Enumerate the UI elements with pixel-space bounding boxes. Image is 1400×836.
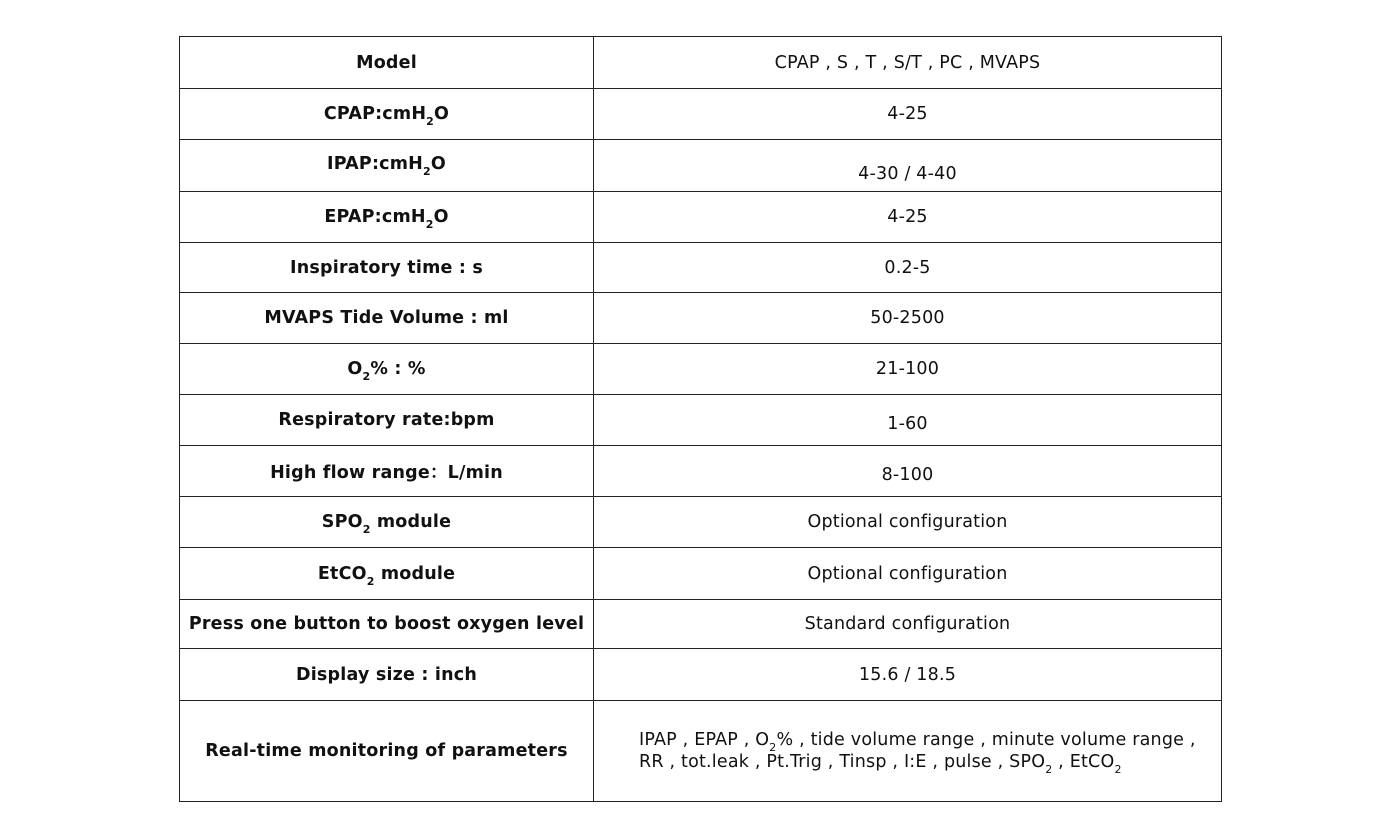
row-label: Press one button to boost oxygen level (180, 600, 594, 649)
table-row (180, 395, 1222, 446)
row-value: 21-100 (594, 344, 1222, 395)
table-row (180, 192, 1222, 243)
row-label: High flow range：L/min (180, 446, 594, 497)
row-value-text: 4-30 / 4-40 (858, 163, 957, 184)
row-value-text: 1-60 (887, 414, 928, 434)
row-label (180, 192, 594, 243)
row-value: Optional configuration (594, 548, 1222, 600)
label-subscript: 2 (366, 574, 375, 588)
row-label: Respiratory rate:bpm (180, 395, 594, 446)
row-label (180, 140, 594, 192)
label-main: O (347, 359, 363, 379)
row-label: MVAPS Tide Volume : ml (180, 293, 594, 344)
table-row (180, 293, 1222, 344)
label-main: EPAP:cmH (324, 207, 426, 227)
label-tail: O (430, 153, 446, 174)
label-subscript: 2 (362, 523, 371, 536)
label-main: SPO (321, 512, 363, 532)
row-label: Model (180, 37, 594, 89)
row-label: Inspiratory time : s (180, 243, 594, 293)
row-label (180, 497, 594, 548)
row-value (594, 140, 1222, 192)
value-subscript: 2 (769, 741, 777, 754)
row-label (180, 548, 594, 600)
row-value (594, 446, 1222, 497)
table-row (180, 344, 1222, 395)
monitoring-line-1 (639, 729, 1201, 754)
table-row (180, 497, 1222, 548)
label-tail: O (434, 104, 450, 124)
table-row (180, 548, 1222, 600)
value-text: IPAP , EPAP , O (639, 730, 770, 750)
table-row (180, 701, 1222, 802)
value-text: RR , tot.leak , Pt.Trig , Tinsp , I:E , pulse , SPO (639, 752, 1046, 772)
value-subscript: 2 (1045, 763, 1053, 776)
table-row (180, 243, 1222, 293)
row-value: 4-25 (594, 192, 1222, 243)
table-row (180, 600, 1222, 649)
row-label: Real-time monitoring of parameters (180, 701, 594, 802)
row-label: Display size : inch (180, 649, 594, 701)
table-row (180, 446, 1222, 497)
row-value: 4-25 (594, 89, 1222, 140)
row-value: Standard configuration (594, 600, 1222, 649)
label-subscript: 2 (426, 115, 435, 128)
row-value-text: 8-100 (881, 465, 934, 485)
table-row (180, 89, 1222, 140)
label-subscript: 2 (423, 164, 431, 178)
row-value (594, 701, 1222, 802)
label-tail: O (433, 207, 449, 227)
table-row (180, 649, 1222, 701)
label-subscript: 2 (362, 370, 371, 383)
row-label (180, 89, 594, 140)
label-main: IPAP:cmH (327, 153, 423, 174)
row-value: CPAP , S , T , S/T , PC , MVAPS (594, 37, 1222, 89)
row-value: 15.6 / 18.5 (594, 649, 1222, 701)
table-row (180, 140, 1222, 192)
specification-table (179, 36, 1222, 802)
monitoring-line-2 (639, 751, 1201, 776)
label-subscript: 2 (425, 218, 434, 231)
row-value: 50-2500 (594, 293, 1222, 344)
value-subscript: 2 (1114, 763, 1122, 776)
row-value (594, 395, 1222, 446)
value-text: % , tide volume range , minute volume range , (776, 730, 1196, 750)
row-value: 0.2-5 (594, 243, 1222, 293)
label-tail: % : % (370, 359, 426, 379)
row-label (180, 344, 594, 395)
table-row (180, 37, 1222, 89)
value-text: , EtCO (1052, 752, 1115, 772)
label-tail: module (374, 563, 456, 584)
label-main: EtCO (317, 563, 367, 584)
row-value: Optional configuration (594, 497, 1222, 548)
label-main: CPAP:cmH (323, 104, 427, 124)
label-tail: module (370, 512, 452, 532)
